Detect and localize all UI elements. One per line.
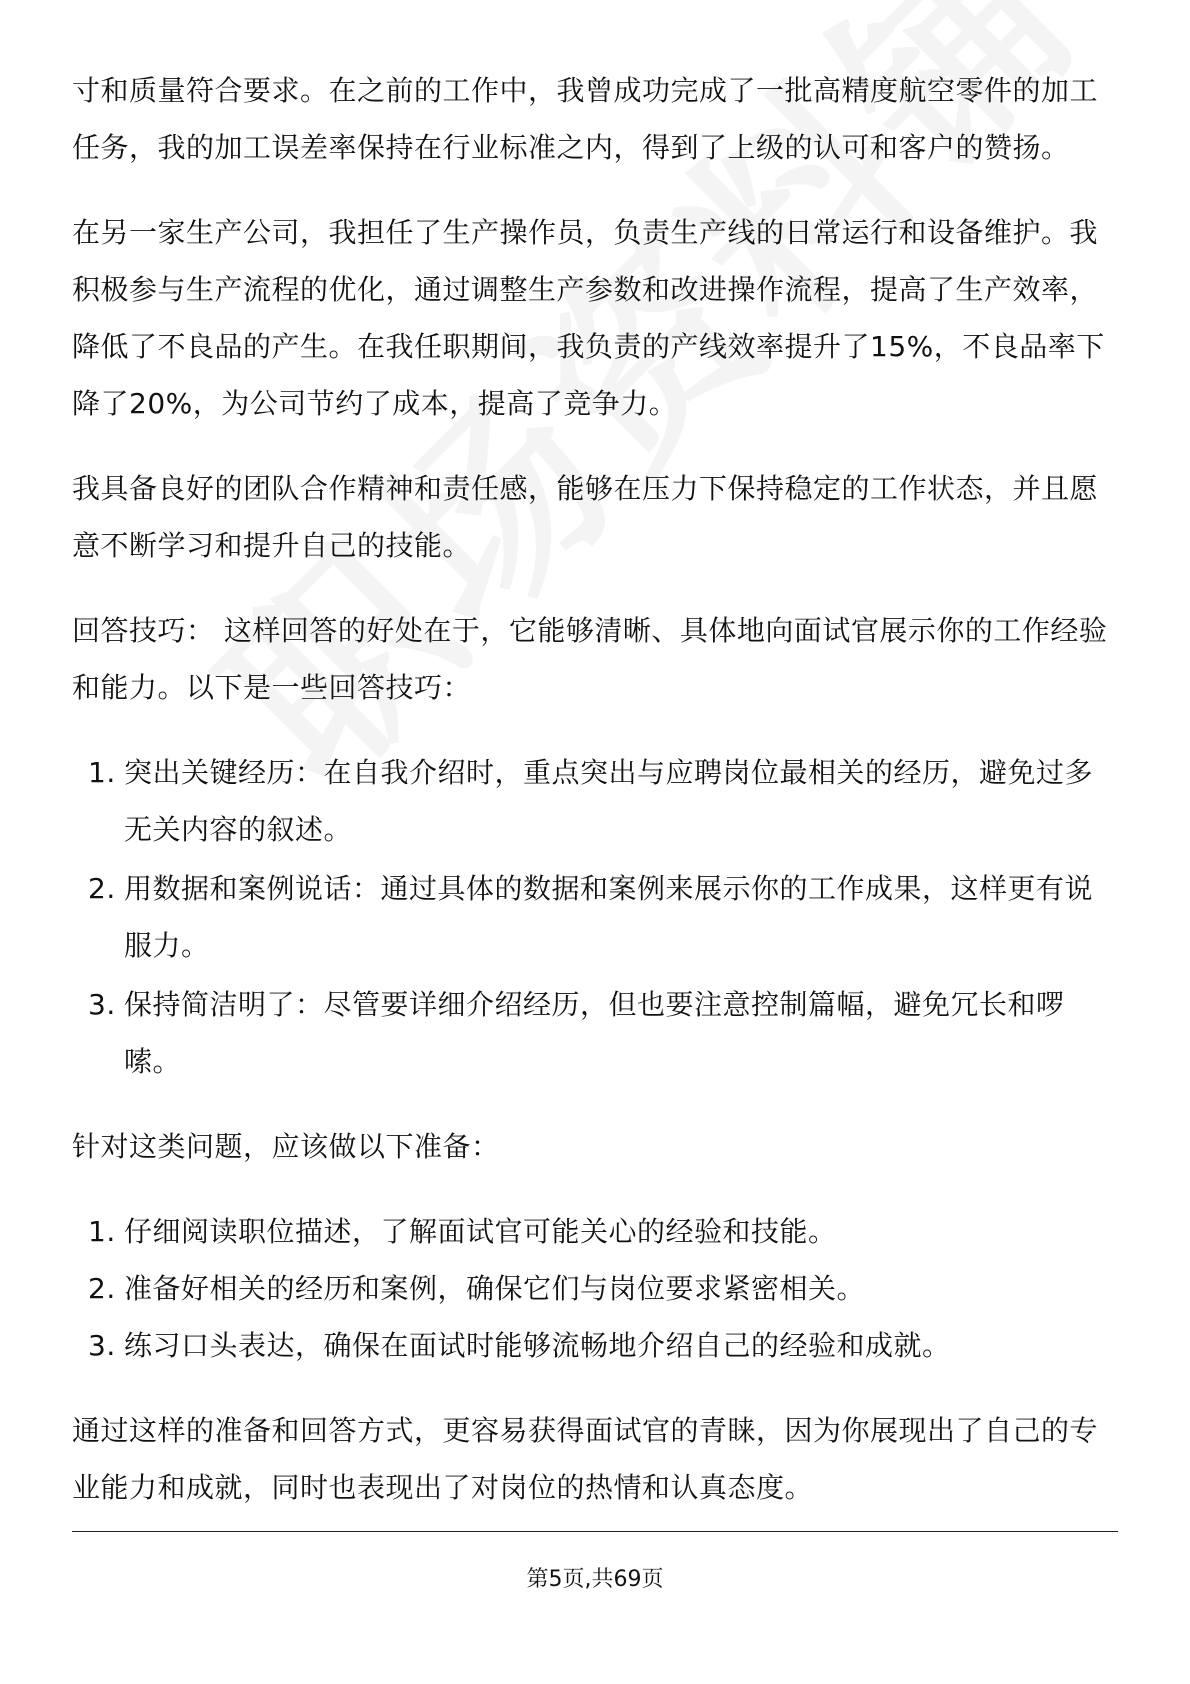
paragraph-production-operator: 在另一家生产公司，我担任了生产操作员，负责生产线的日常运行和设备维护。我积极参与生产流程的优化，通过调整生产参数和改进操作流程，提高了生产效率，降低了不良品的产生。在我任职期间，我负责的产线效率提升了15%，不良品率下降了20%，为公司节约了成本，提高了竞争力。: [72, 216, 1105, 420]
list-item: [72, 1317, 1118, 1374]
page-number: 第5页,共69页: [526, 1567, 664, 1592]
list-item-text: 准备好相关的经历和案例，确保它们与岗位要求紧密相关。: [124, 1272, 866, 1305]
list-item: [72, 744, 1118, 858]
document-body: [72, 62, 1118, 1544]
list-item-text: 保持简洁明了：尽管要详细介绍经历，但也要注意控制篇幅，避免冗长和啰嗦。: [124, 988, 1065, 1078]
preparation-list: [72, 1203, 1118, 1374]
paragraph-closing: 通过这样的准备和回答方式，更容易获得面试官的青睐，因为你展现出了自己的专业能力和成就，同时也表现出了对岗位的热情和认真态度。: [72, 1414, 1099, 1504]
list-number: 2.: [88, 872, 116, 905]
list-item-text: 仔细阅读职位描述，了解面试官可能关心的经验和技能。: [124, 1215, 837, 1248]
list-number: 1.: [88, 756, 116, 789]
list-item-text: 练习口头表达，确保在面试时能够流畅地介绍自己的经验和成就。: [124, 1329, 951, 1362]
list-item-text: 用数据和案例说话：通过具体的数据和案例来展示你的工作成果，这样更有说服力。: [124, 872, 1094, 962]
list-item: [72, 860, 1118, 974]
paragraph-answer-tips-intro: 回答技巧： 这样回答的好处在于，它能够清晰、具体地向面试官展示你的工作经验和能力。以下是一些回答技巧：: [72, 614, 1108, 704]
paragraph-teamwork: 我具备良好的团队合作精神和责任感，能够在压力下保持稳定的工作状态，并且愿意不断学习和提升自己的技能。: [72, 472, 1099, 562]
tips-list: [72, 744, 1118, 1090]
list-number: 3.: [88, 988, 116, 1021]
paragraph-preparation-intro: 针对这类问题，应该做以下准备：: [72, 1130, 500, 1163]
paragraph-continued-experience: 寸和质量符合要求。在之前的工作中，我曾成功完成了一批高精度航空零件的加工任务，我的加工误差率保持在行业标准之内，得到了上级的认可和客户的赞扬。: [72, 74, 1099, 164]
list-item: [72, 1203, 1118, 1260]
footer-divider: [72, 1531, 1118, 1532]
list-item: [72, 1260, 1118, 1317]
list-number: 3.: [88, 1329, 116, 1362]
list-number: 1.: [88, 1215, 116, 1248]
list-item: [72, 976, 1118, 1090]
list-number: 2.: [88, 1272, 116, 1305]
list-item-text: 突出关键经历：在自我介绍时，重点突出与应聘岗位最相关的经历，避免过多无关内容的叙述。: [124, 756, 1094, 846]
